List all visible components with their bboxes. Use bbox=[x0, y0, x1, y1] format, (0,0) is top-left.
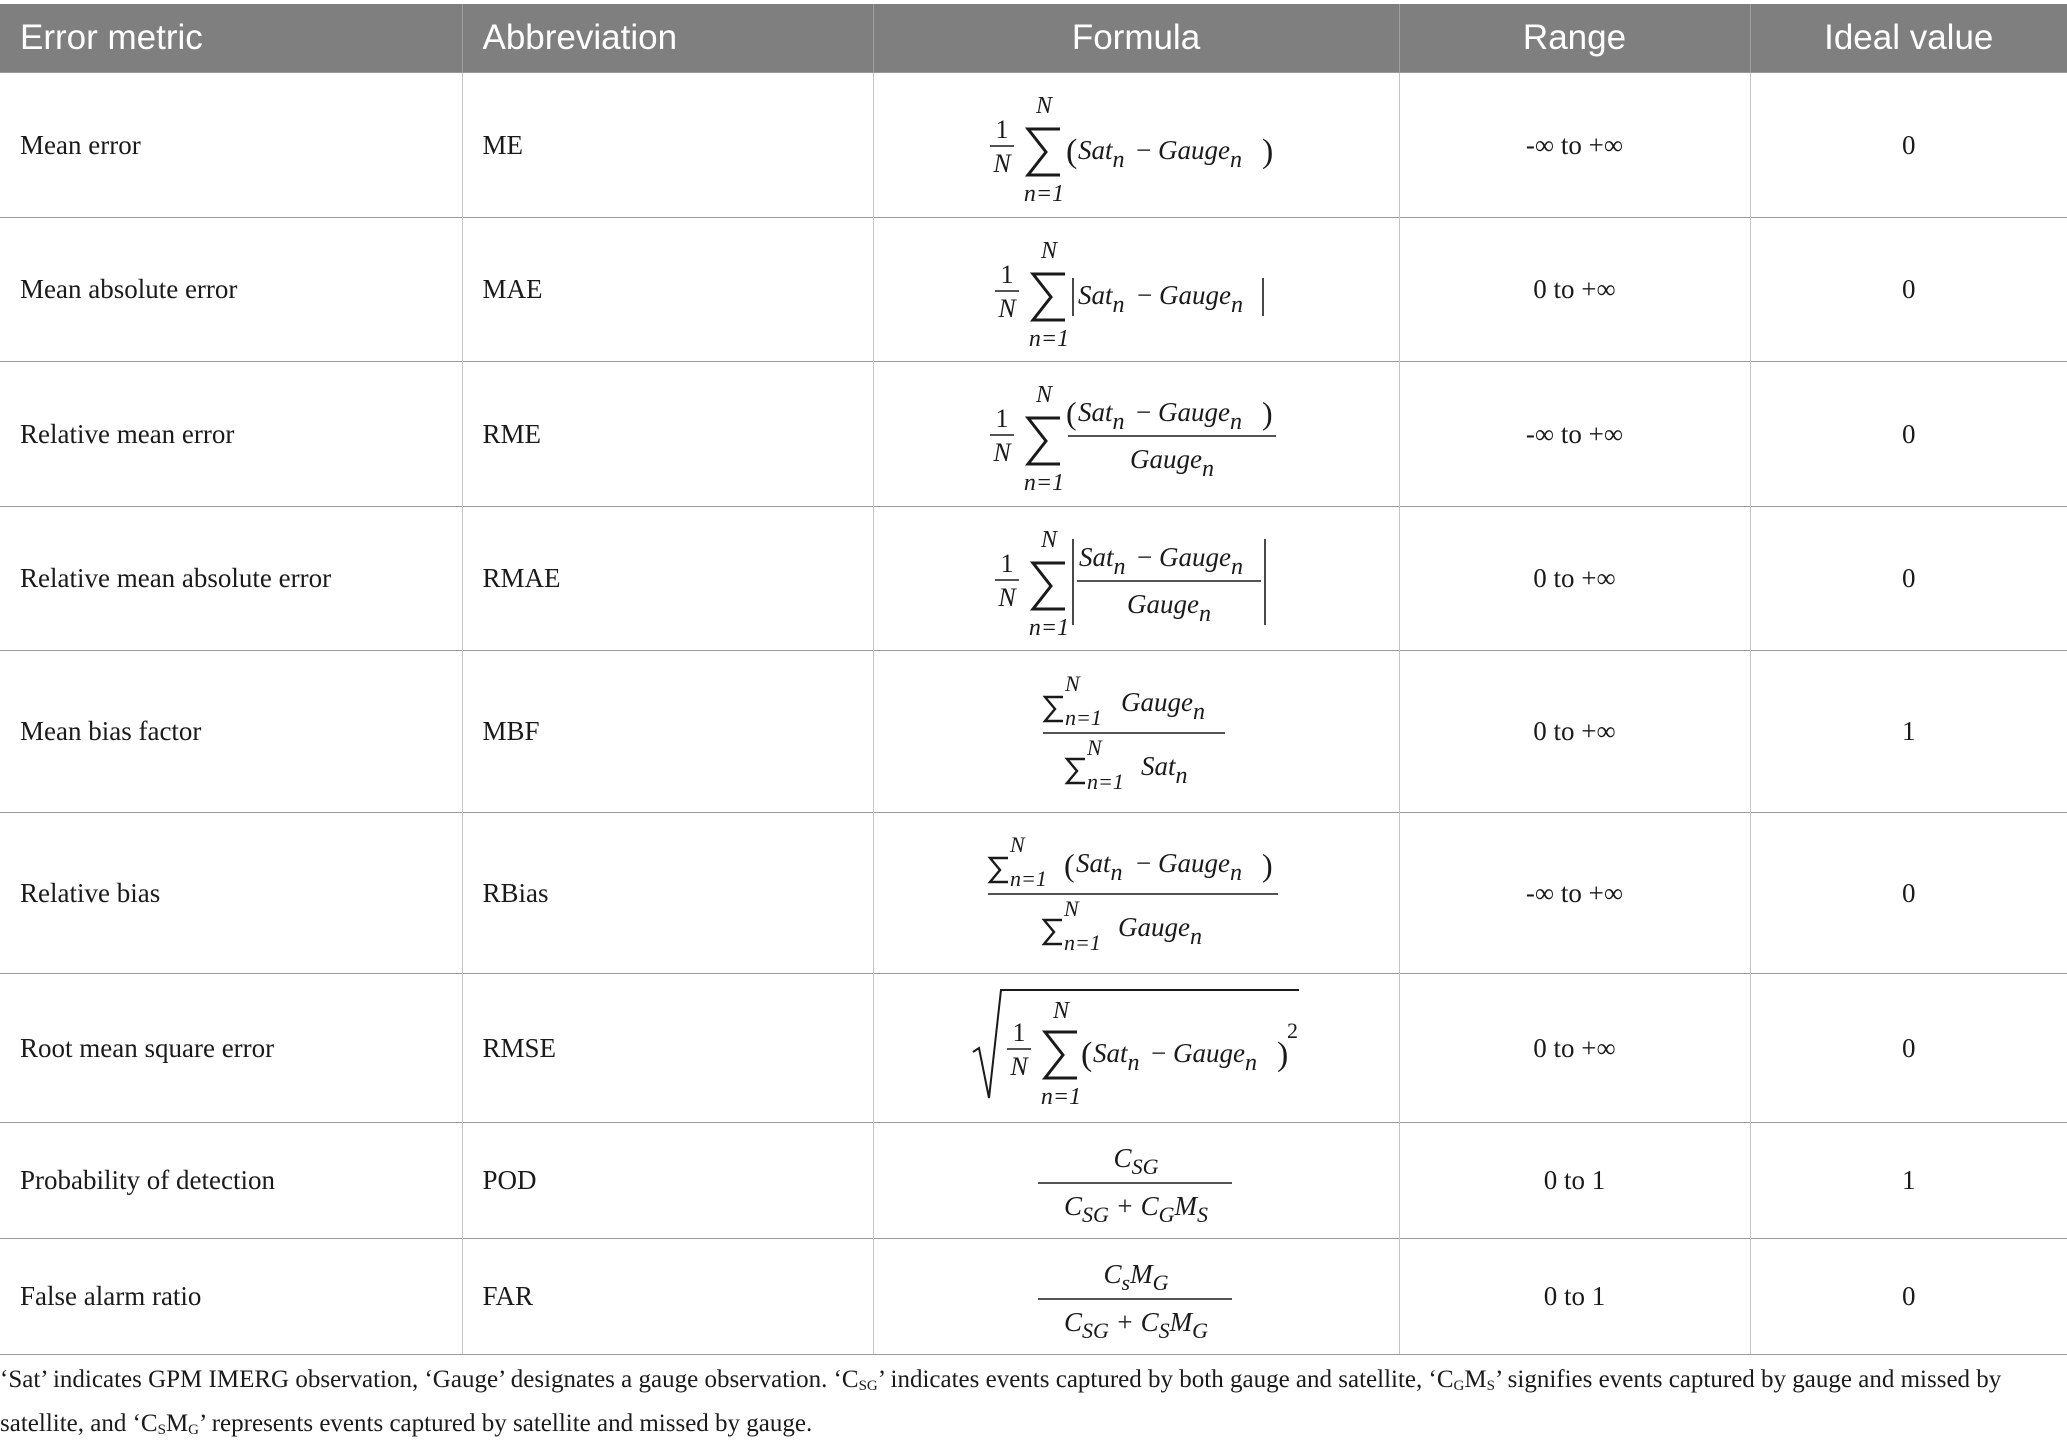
svg-text:(: ( bbox=[1081, 1036, 1093, 1073]
svg-text:): ) bbox=[1262, 395, 1273, 431]
svg-text:Satn: Satn bbox=[1093, 1038, 1140, 1076]
metric-range: -∞ to +∞ bbox=[1399, 362, 1750, 507]
svg-text:Gaugen: Gaugen bbox=[1158, 135, 1242, 173]
svg-text:N: N bbox=[1010, 832, 1025, 857]
svg-text:Satn: Satn bbox=[1078, 397, 1125, 435]
svg-text:): ) bbox=[1262, 847, 1273, 883]
svg-text:1: 1 bbox=[995, 115, 1009, 144]
svg-text:−: − bbox=[1136, 848, 1152, 878]
table-row bbox=[0, 974, 2067, 1123]
metric-abbreviation: ME bbox=[462, 73, 873, 218]
svg-text:N: N bbox=[993, 149, 1011, 178]
metric-ideal-value: 0 bbox=[1750, 507, 2067, 651]
svg-text:N: N bbox=[1035, 93, 1053, 119]
table-row bbox=[0, 218, 2067, 362]
metric-range: 0 to 1 bbox=[1399, 1239, 1750, 1355]
svg-text:CSG + CSMG: $C_{SG} + C_SM_G$ bbox=[1063, 1306, 1209, 1343]
svg-text:n=1: n=1 bbox=[1040, 1084, 1082, 1110]
metric-abbreviation: RME bbox=[462, 362, 873, 507]
header-error-metric: Error metric bbox=[0, 4, 462, 73]
metric-ideal-value: 1 bbox=[1750, 1123, 2067, 1239]
svg-text:Gaugen: Gaugen bbox=[1159, 541, 1243, 580]
svg-text:CSG: $C_{SG}$ bbox=[1113, 1142, 1159, 1179]
metric-ideal-value: 0 bbox=[1750, 1239, 2067, 1355]
svg-text:Gaugen: Gaugen bbox=[1130, 444, 1214, 482]
formula-mbf bbox=[873, 651, 1399, 813]
svg-text:CSG + CGMS: $C_{SG} + C_GM_S$ bbox=[1063, 1190, 1209, 1227]
table-row bbox=[0, 651, 2067, 813]
svg-text:Gaugen: Gaugen bbox=[1118, 912, 1202, 950]
table-row bbox=[0, 1123, 2067, 1239]
formula-rme bbox=[873, 362, 1399, 507]
svg-text:Gaugen: Gaugen bbox=[1158, 848, 1242, 886]
metric-name: False alarm ratio bbox=[0, 1239, 462, 1355]
svg-text:n=1: n=1 bbox=[1023, 181, 1065, 207]
metric-name: Mean absolute error bbox=[0, 218, 462, 362]
svg-text:N: N bbox=[1040, 237, 1058, 264]
svg-text:n=1: n=1 bbox=[1065, 704, 1102, 730]
metric-ideal-value: 0 bbox=[1750, 73, 2067, 218]
formula-mae bbox=[873, 218, 1399, 362]
svg-text:): ) bbox=[1262, 133, 1274, 170]
svg-text:−: − bbox=[1137, 541, 1153, 572]
svg-text:Gaugen: Gaugen bbox=[1159, 279, 1243, 318]
svg-text:2: 2 bbox=[1287, 1018, 1298, 1043]
svg-text:n=1: n=1 bbox=[1064, 930, 1101, 955]
svg-text:n=1: n=1 bbox=[1028, 614, 1070, 641]
svg-text:1: 1 bbox=[995, 404, 1009, 433]
svg-text:Gaugen: Gaugen bbox=[1121, 686, 1205, 725]
svg-text:1: 1 bbox=[1000, 548, 1014, 578]
svg-text:CsMG: $C_sM_G$ bbox=[1103, 1258, 1169, 1295]
svg-text:N: N bbox=[993, 438, 1011, 467]
header-abbreviation: Abbreviation bbox=[462, 4, 873, 73]
svg-text:(: ( bbox=[1066, 133, 1078, 170]
svg-text:n=1: n=1 bbox=[1087, 768, 1124, 794]
metric-abbreviation: RBias bbox=[462, 813, 873, 974]
metric-range: -∞ to +∞ bbox=[1399, 813, 1750, 974]
metric-abbreviation: RMSE bbox=[462, 974, 873, 1123]
metric-ideal-value: 0 bbox=[1750, 813, 2067, 974]
svg-text:(: ( bbox=[1064, 847, 1075, 883]
svg-text:Gaugen: Gaugen bbox=[1173, 1038, 1257, 1076]
table-footnote: ‘Sat’ indicates GPM IMERG observation, ‘Gauge’ designates a gauge observation. ‘$C_{SG}$’ indicates events captured by both gauge and satellite, ‘$C_GM_S$’ signifies events captured by gauge and missed by satellite, and ‘$C_SM_G$’ represents events captured by satellite and missed by gauge. bbox=[0, 1366, 2002, 1438]
metric-name: Root mean square error bbox=[0, 974, 462, 1123]
svg-text:Satn: Satn bbox=[1141, 750, 1188, 789]
svg-text:N: N bbox=[998, 582, 1016, 612]
svg-text:1: 1 bbox=[1000, 259, 1014, 289]
svg-text:Satn: Satn bbox=[1078, 135, 1125, 173]
formula-rbias bbox=[873, 813, 1399, 974]
svg-text:N: N bbox=[1064, 896, 1079, 921]
svg-text:Gaugen: Gaugen bbox=[1127, 588, 1211, 627]
header-ideal-value: Ideal value bbox=[1750, 4, 2067, 73]
metric-ideal-value: 0 bbox=[1750, 218, 2067, 362]
metric-abbreviation: RMAE bbox=[462, 507, 873, 651]
svg-text:N: N bbox=[1087, 734, 1102, 760]
formula-rmae bbox=[873, 507, 1399, 651]
table-row bbox=[0, 1239, 2067, 1355]
metric-range: 0 to +∞ bbox=[1399, 974, 1750, 1123]
table-row bbox=[0, 507, 2067, 651]
metric-ideal-value: 0 bbox=[1750, 362, 2067, 507]
svg-text:): ) bbox=[1277, 1036, 1289, 1073]
metric-abbreviation: POD bbox=[462, 1123, 873, 1239]
metric-abbreviation: MAE bbox=[462, 218, 873, 362]
table-row bbox=[0, 362, 2067, 507]
header-range: Range bbox=[1399, 4, 1750, 73]
formula-rmse bbox=[873, 974, 1399, 1123]
error-metrics-table bbox=[0, 4, 2067, 1355]
svg-text:n=1: n=1 bbox=[1010, 866, 1047, 891]
table-row bbox=[0, 813, 2067, 974]
svg-text:Satn: Satn bbox=[1079, 541, 1126, 580]
metric-name: Relative bias bbox=[0, 813, 462, 974]
svg-text:Gaugen: Gaugen bbox=[1158, 397, 1242, 435]
metric-ideal-value: 1 bbox=[1750, 651, 2067, 813]
svg-text:−: − bbox=[1136, 135, 1152, 165]
metric-ideal-value: 0 bbox=[1750, 974, 2067, 1123]
formula-pod bbox=[873, 1123, 1399, 1239]
metric-abbreviation: FAR bbox=[462, 1239, 873, 1355]
metric-range: 0 to 1 bbox=[1399, 1123, 1750, 1239]
svg-text:−: − bbox=[1151, 1038, 1167, 1068]
svg-text:N: N bbox=[1035, 382, 1053, 408]
metric-name: Mean bias factor bbox=[0, 651, 462, 813]
metric-name: Probability of detection bbox=[0, 1123, 462, 1239]
svg-text:n=1: n=1 bbox=[1028, 325, 1070, 352]
svg-text:N: N bbox=[1010, 1052, 1028, 1081]
svg-text:N: N bbox=[1065, 670, 1080, 696]
header-formula: Formula bbox=[873, 4, 1399, 73]
svg-text:N: N bbox=[998, 293, 1016, 323]
metric-range: 0 to +∞ bbox=[1399, 651, 1750, 813]
svg-text:1: 1 bbox=[1012, 1018, 1026, 1047]
table-row bbox=[0, 73, 2067, 218]
metric-name: Mean error bbox=[0, 73, 462, 218]
svg-text:−: − bbox=[1136, 397, 1152, 427]
table-header-row bbox=[0, 4, 2067, 73]
metric-range: -∞ to +∞ bbox=[1399, 73, 1750, 218]
formula-far bbox=[873, 1239, 1399, 1355]
formula-me bbox=[873, 73, 1399, 218]
svg-text:Satn: Satn bbox=[1076, 848, 1123, 886]
svg-text:−: − bbox=[1137, 279, 1153, 310]
svg-text:n=1: n=1 bbox=[1023, 470, 1065, 496]
metric-name: Relative mean error bbox=[0, 362, 462, 507]
metric-range: 0 to +∞ bbox=[1399, 218, 1750, 362]
svg-text:N: N bbox=[1040, 526, 1058, 553]
metric-abbreviation: MBF bbox=[462, 651, 873, 813]
metric-name: Relative mean absolute error bbox=[0, 507, 462, 651]
svg-text:(: ( bbox=[1066, 395, 1077, 431]
svg-text:Satn: Satn bbox=[1078, 279, 1125, 318]
svg-text:N: N bbox=[1052, 998, 1070, 1024]
metric-range: 0 to +∞ bbox=[1399, 507, 1750, 651]
